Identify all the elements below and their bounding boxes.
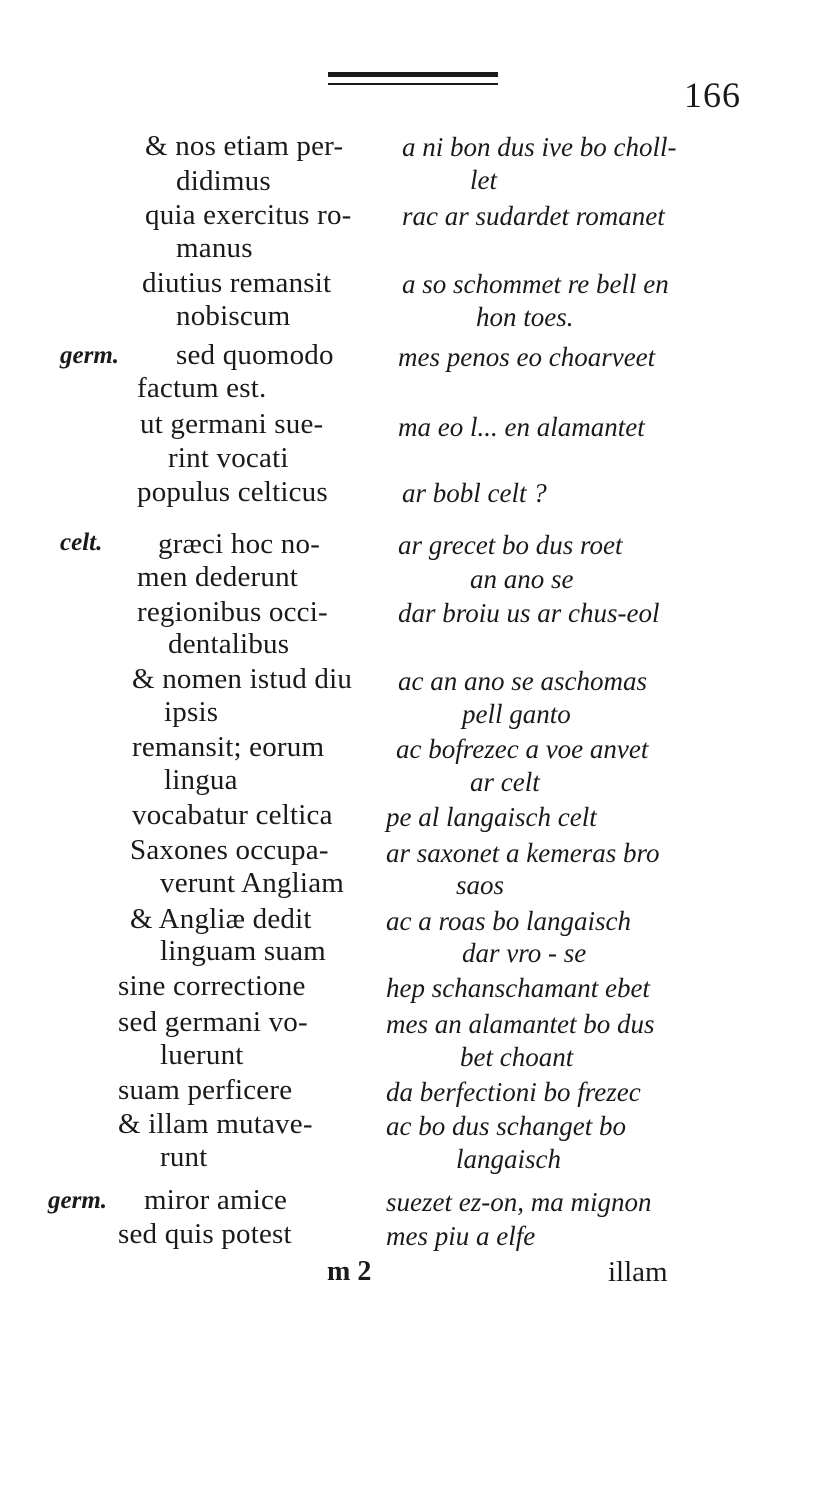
breton-line: hon toes. <box>476 302 574 332</box>
breton-line: mes penos eo choarveet <box>398 342 656 372</box>
breton-line: dar broiu us ar chus-eol <box>398 598 660 628</box>
latin-line: diutius remansit <box>142 267 332 299</box>
signature-mark: m 2 <box>327 1256 372 1287</box>
breton-line: pell ganto <box>462 699 571 729</box>
breton-line: an ano se <box>470 564 574 594</box>
latin-line: remansit; eorum <box>132 731 325 763</box>
latin-line: quia exercitus ro- <box>145 199 352 231</box>
breton-line: langaisch <box>456 1144 561 1174</box>
breton-line: ac bofrezec a voe anvet <box>396 734 649 764</box>
latin-line: ipsis <box>164 696 219 728</box>
breton-line: ar saxonet a kemeras bro <box>386 838 660 868</box>
latin-line: & Angliæ dedit <box>130 903 312 935</box>
breton-line: pe al langaisch celt <box>386 802 597 832</box>
breton-line: bet choant <box>460 1042 574 1072</box>
latin-line: miror amice <box>144 1184 288 1216</box>
breton-line: suezet ez-on, ma mignon <box>386 1187 652 1217</box>
breton-line: ac an ano se aschomas <box>398 666 647 696</box>
latin-line: luerunt <box>160 1039 244 1071</box>
latin-line: verunt Angliam <box>160 867 345 899</box>
latin-line: manus <box>176 232 253 264</box>
breton-line: a ni bon dus ive bo choll- <box>402 132 677 162</box>
breton-line: ac bo dus schanget bo <box>386 1111 626 1141</box>
latin-line: linguam suam <box>160 935 326 967</box>
breton-line: saos <box>456 870 505 900</box>
latin-line: & nos etiam per- <box>145 130 344 162</box>
breton-line: ar grecet bo dus roet <box>398 530 623 560</box>
latin-line: ut germani sue- <box>140 408 324 440</box>
latin-line: sed quomodo <box>176 339 334 371</box>
breton-line: a so schommet re bell en <box>402 269 669 299</box>
breton-line: ar celt <box>470 767 540 797</box>
latin-line: suam perficere <box>118 1074 293 1106</box>
breton-line: dar vro - se <box>462 938 587 968</box>
breton-line: ma eo l... en alamantet <box>398 412 645 442</box>
latin-line: nobiscum <box>176 300 291 332</box>
breton-line: rac ar sudardet romanet <box>402 201 665 231</box>
latin-line: men dederunt <box>137 561 299 593</box>
latin-line: græci hoc no- <box>158 528 321 560</box>
latin-line: sed quis potest <box>118 1218 292 1250</box>
latin-line: & illam mutave- <box>118 1108 313 1140</box>
latin-line: Saxones occupa- <box>130 834 329 866</box>
breton-line: mes an alamantet bo dus <box>386 1009 655 1039</box>
breton-line: ac a roas bo langaisch <box>386 906 631 936</box>
latin-line: sed germani vo- <box>118 1006 308 1038</box>
page-number: 166 <box>684 75 741 115</box>
margin-note: germ. <box>48 1187 108 1214</box>
breton-line: da berfectioni bo frezec <box>386 1077 641 1107</box>
latin-line: didimus <box>176 165 271 197</box>
breton-line: mes piu a elfe <box>386 1221 536 1251</box>
latin-line: populus celticus <box>137 476 328 508</box>
header-rule-thick <box>328 72 498 77</box>
latin-line: & nomen istud diu <box>132 663 353 695</box>
latin-line: factum est. <box>137 372 267 404</box>
latin-line: rint vocati <box>168 442 289 474</box>
breton-line: ar bobl celt ? <box>402 478 547 508</box>
breton-line: let <box>470 165 497 195</box>
latin-line: dentalibus <box>168 628 290 660</box>
margin-note: celt. <box>60 529 103 556</box>
catchword: illam <box>608 1256 668 1288</box>
margin-note: germ. <box>60 342 120 369</box>
breton-line: hep schanschamant ebet <box>386 973 650 1003</box>
latin-line: vocabatur celtica <box>132 799 333 831</box>
header-rule-thin <box>328 83 498 85</box>
latin-line: sine correctione <box>118 970 306 1002</box>
latin-line: lingua <box>164 764 238 796</box>
latin-line: runt <box>160 1141 208 1173</box>
latin-line: regionibus occi- <box>137 596 328 628</box>
